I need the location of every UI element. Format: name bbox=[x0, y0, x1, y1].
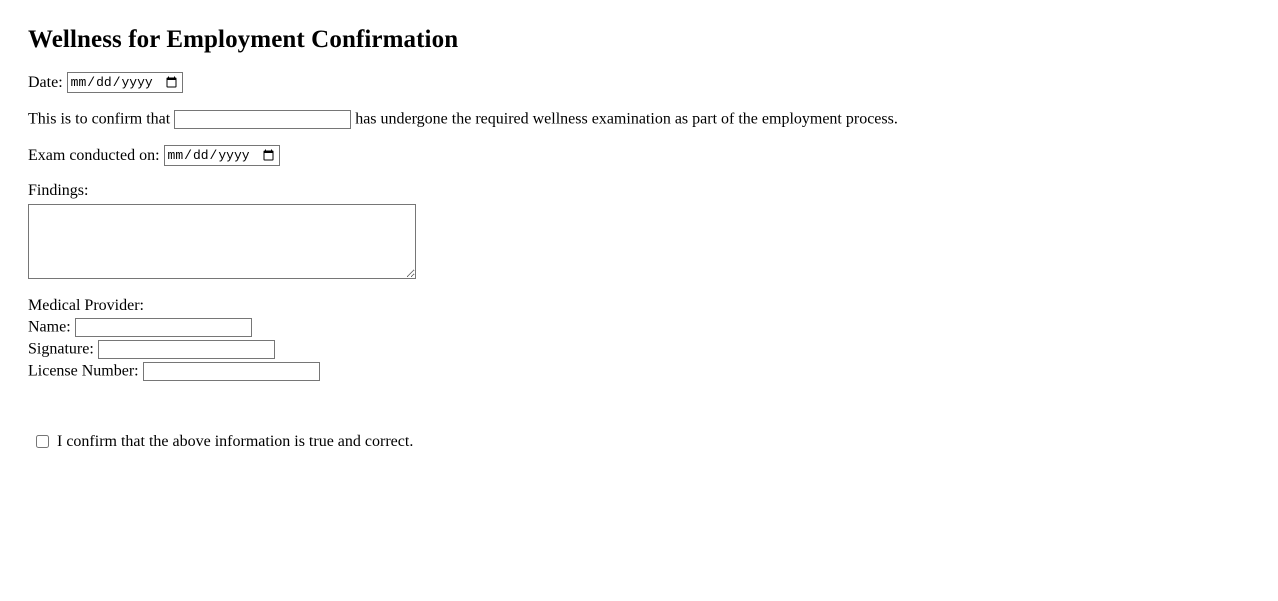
exam-date-row bbox=[28, 145, 1250, 166]
date-input[interactable] bbox=[67, 72, 183, 93]
confirm-sentence-prefix: This is to confirm that bbox=[28, 110, 171, 128]
medical-provider-section bbox=[28, 297, 1250, 381]
findings-textarea[interactable] bbox=[28, 204, 416, 279]
confirmation-checkbox[interactable] bbox=[36, 435, 49, 448]
provider-name-label: Name: bbox=[28, 318, 71, 336]
confirmation-row bbox=[28, 433, 1250, 451]
date-row bbox=[28, 72, 1250, 93]
provider-license-input[interactable] bbox=[143, 362, 320, 381]
provider-signature-input[interactable] bbox=[98, 340, 275, 359]
medical-provider-label: Medical Provider: bbox=[28, 296, 144, 314]
confirmation-statement-row bbox=[28, 109, 1250, 129]
confirm-sentence-suffix: has undergone the required wellness examination as part of the employment process. bbox=[355, 110, 898, 128]
employee-name-input[interactable] bbox=[174, 110, 351, 129]
findings-section bbox=[28, 182, 1250, 279]
provider-license-label: License Number: bbox=[28, 362, 139, 380]
confirmation-checkbox-label: I confirm that the above information is true and correct. bbox=[57, 432, 414, 450]
provider-name-input[interactable] bbox=[75, 318, 252, 337]
provider-name-row bbox=[28, 318, 1250, 337]
page-title: Wellness for Employment Confirmation bbox=[28, 26, 459, 53]
provider-signature-label: Signature: bbox=[28, 340, 94, 358]
exam-date-input[interactable] bbox=[164, 145, 280, 166]
provider-license-row bbox=[28, 362, 1250, 381]
date-label: Date: bbox=[28, 73, 63, 91]
exam-date-label: Exam conducted on: bbox=[28, 146, 160, 164]
findings-label: Findings: bbox=[28, 181, 89, 199]
provider-signature-row bbox=[28, 340, 1250, 359]
